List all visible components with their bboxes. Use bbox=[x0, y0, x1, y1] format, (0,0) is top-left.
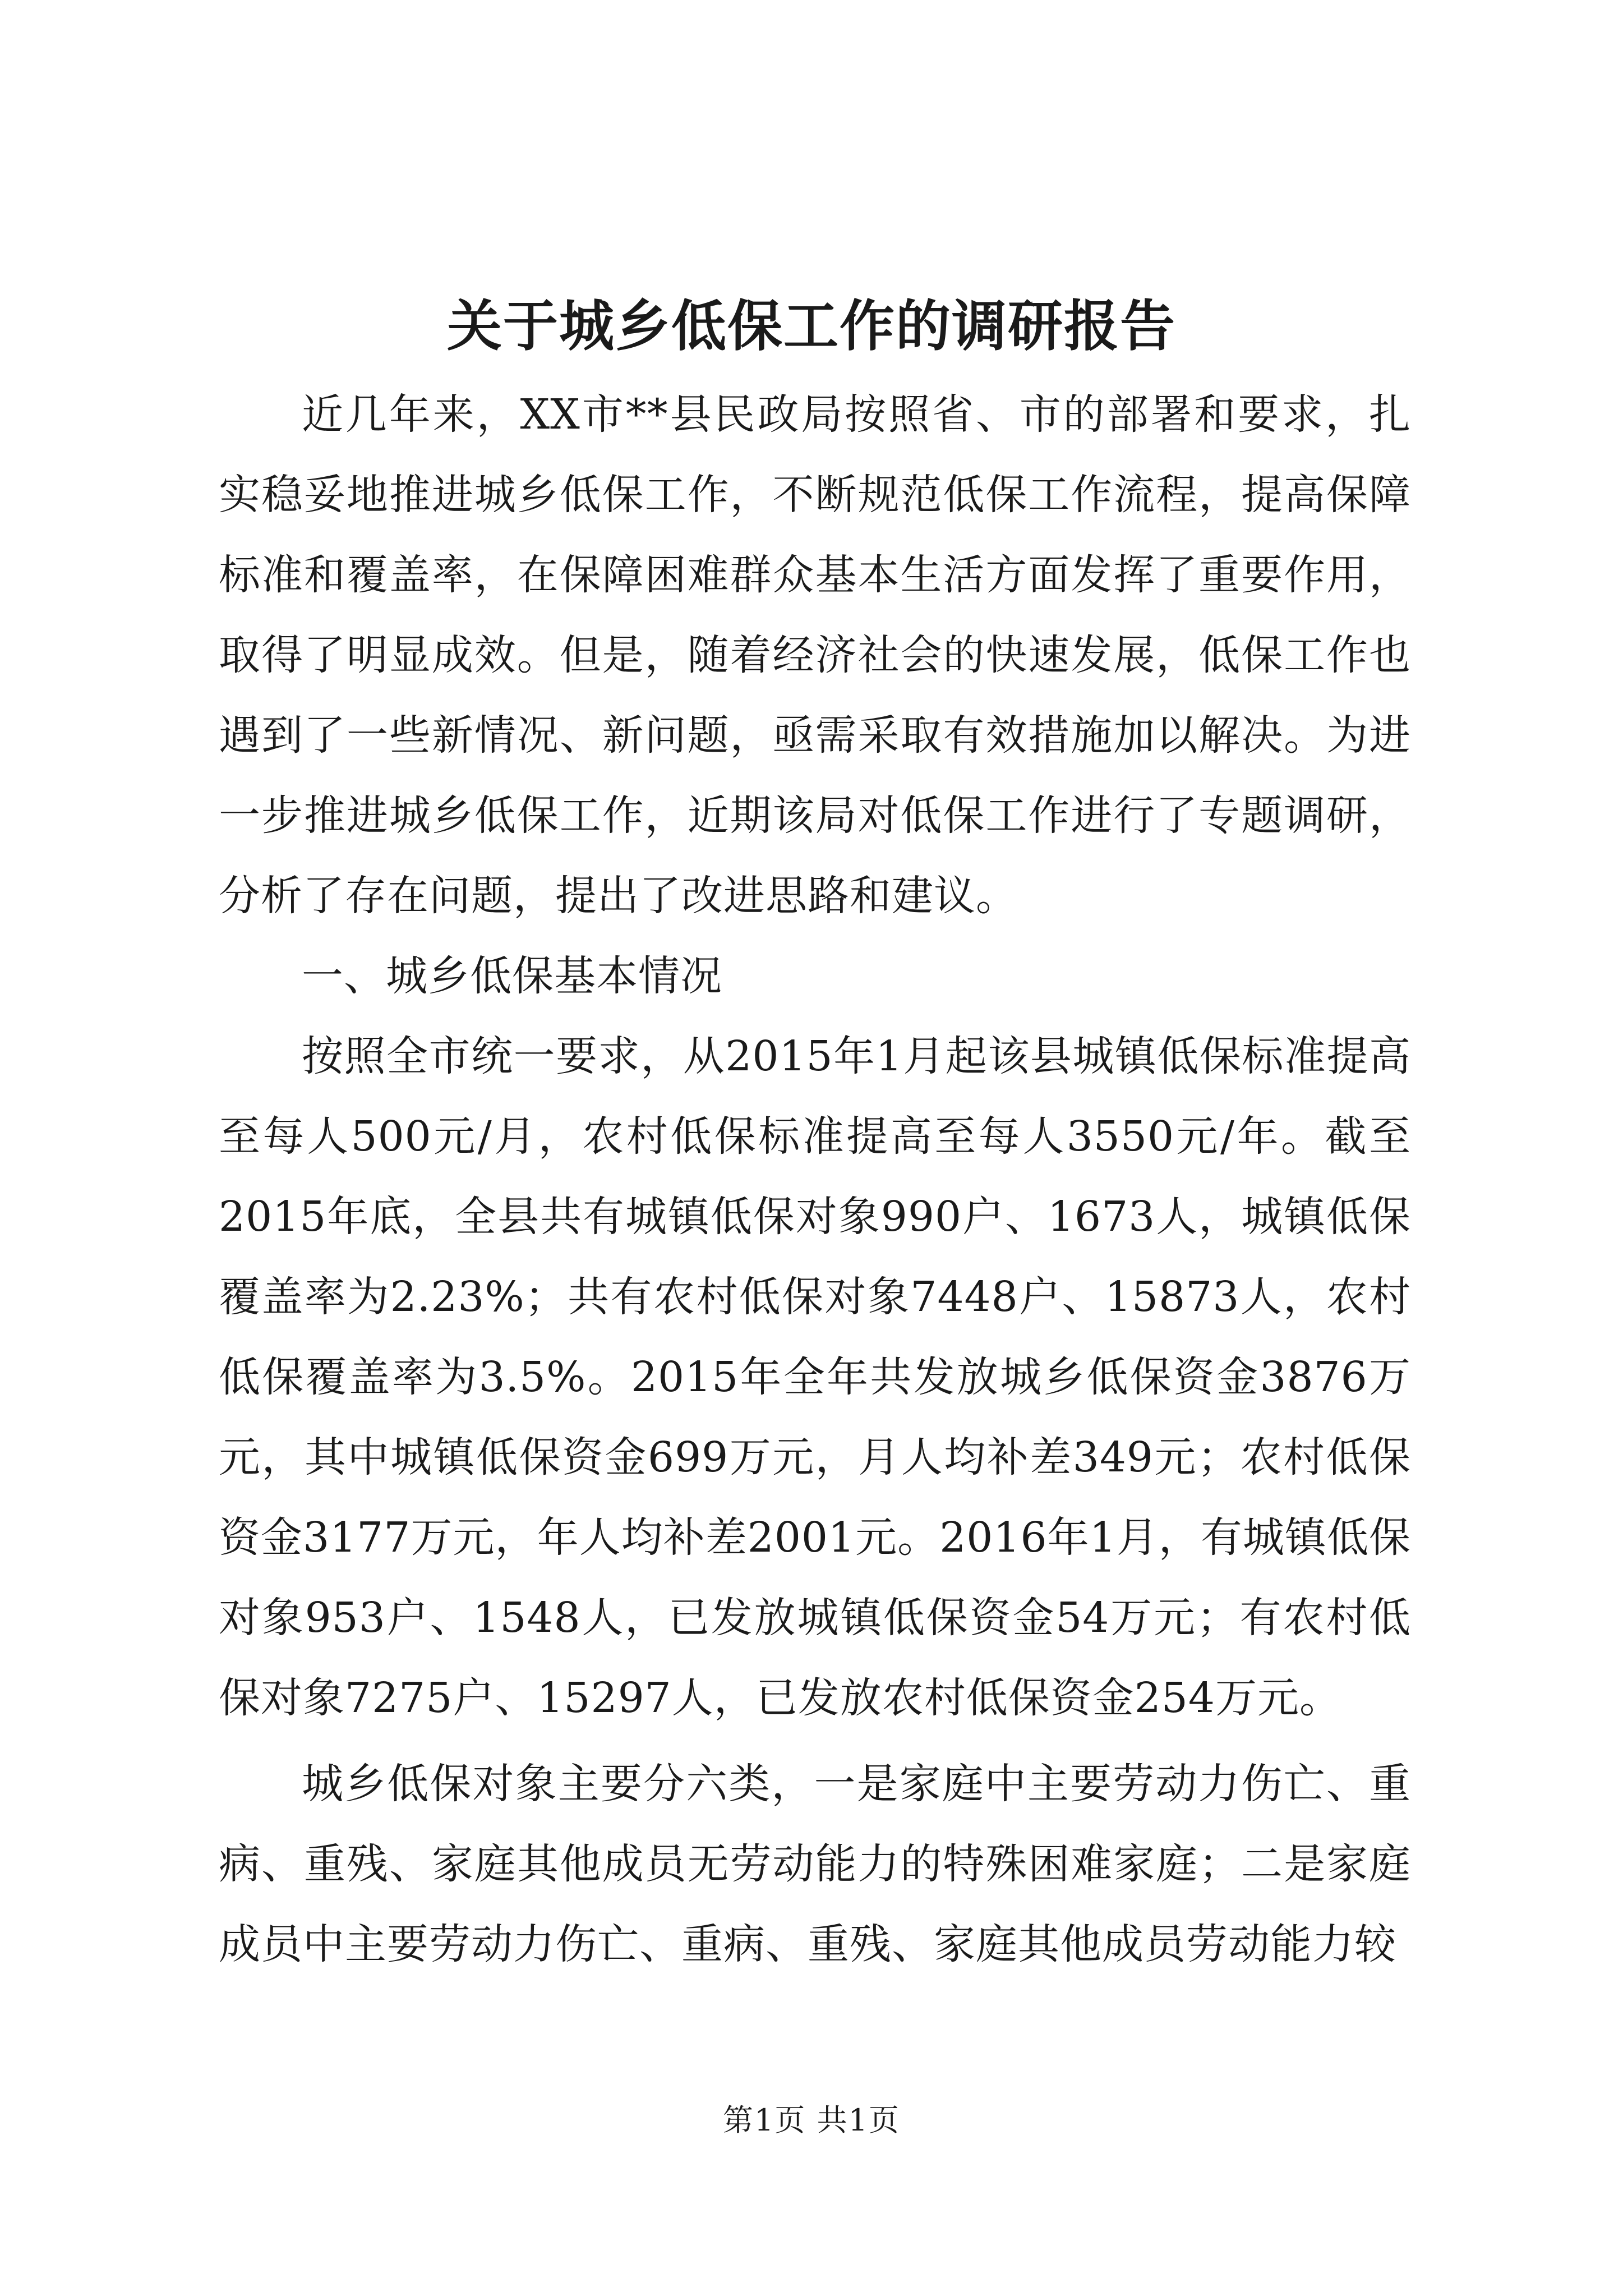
categories-paragraph: 城乡低保对象主要分六类，一是家庭中主要劳动力伤亡、重病、重残、家庭其他成员无劳动能力的特殊困难家庭；二是家庭成员中主要劳动力伤亡、重病、重残、家庭其他成员劳动能力较 bbox=[219, 1760, 1411, 1968]
intro-paragraph: 近几年来，XX市**县民政局按照省、市的部署和要求，扎实稳妥地推进城乡低保工作，不断规范低保工作流程，提高保障标准和覆盖率，在保障困难群众基本生活方面发挥了重要作用，取得了明显成效。但是，随着经济社会的快速发展，低保工作也遇到了一些新情况、新问题，亟需采取有效措施加以解决。为进一步推进城乡低保工作，近期该局对低保工作进行了专题调研，分析了存在问题，提出了改进思路和建议。 bbox=[219, 390, 1411, 920]
document-body bbox=[219, 375, 1411, 1985]
document-title: 关于城乡低保工作的调研报告 bbox=[446, 294, 1176, 358]
page-number-footer: 第1页 共1页 bbox=[723, 2102, 900, 2138]
section-heading: 一、城乡低保基本情况 bbox=[302, 952, 722, 1000]
basic-situation-paragraph: 按照全市统一要求，从2015年1月起该县城镇低保标准提高至每人500元/月，农村低保标准提高至每人3550元/年。截至2015年底，全县共有城镇低保对象990户、1673人，城镇低保覆盖率为2.23%；共有农村低保对象7448户、15873人，农村低保覆盖率为3.5%。2015年全年共发放城乡低保资金3876万元，其中城镇低保资金699万元，月人均补差349元；农村低保资金3177万元，年人均补差2001元。2016年1月，有城镇低保对象953户、1548人，已发放城镇低保资金54万元；有农村低保对象7275户、15297人，已发放农村低保资金254万元。 bbox=[219, 1032, 1411, 1722]
